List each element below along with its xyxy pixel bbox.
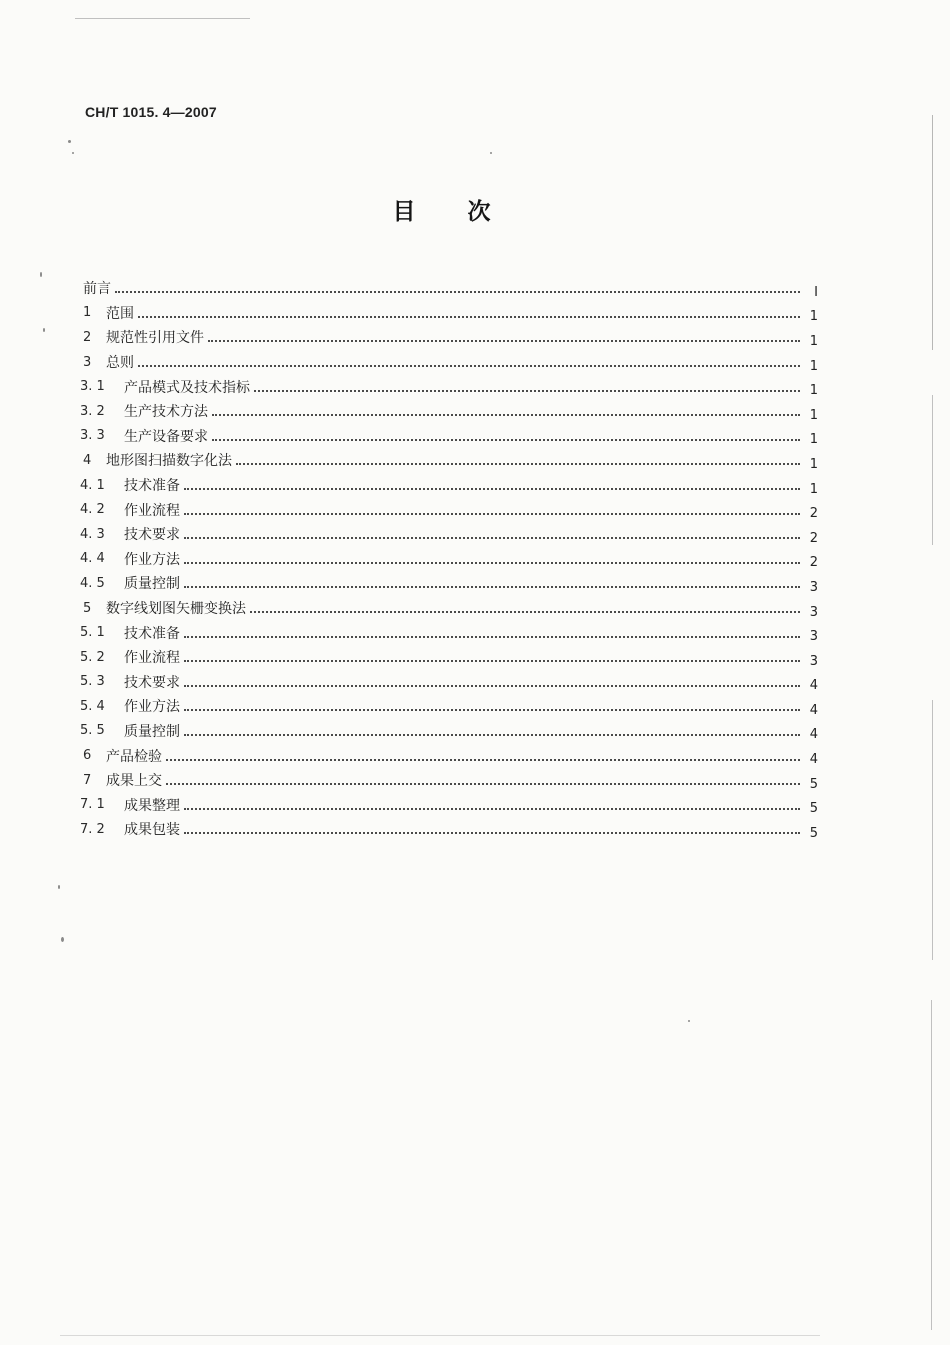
- toc-entry-page: 1: [809, 358, 818, 374]
- toc-entry-page: 2: [809, 530, 818, 546]
- toc-entry[interactable]: [80, 596, 818, 621]
- toc-entry-label: 作业方法: [124, 699, 180, 716]
- toc-entry[interactable]: [80, 768, 818, 793]
- toc-entry-label: 技术要求: [124, 674, 180, 691]
- toc-entry-label: 作业流程: [124, 650, 180, 667]
- toc-entry-label: 产品检验: [106, 748, 162, 765]
- toc-entry-page: 1: [809, 407, 818, 423]
- toc-entry-label: 质量控制: [124, 576, 180, 593]
- toc-entry-page: 3: [809, 604, 818, 620]
- toc-entry[interactable]: [80, 399, 818, 424]
- toc-dot-leader: [212, 439, 800, 441]
- scan-speck: [43, 328, 45, 332]
- toc-entry-number: 7. 2: [80, 821, 105, 837]
- scan-speck: [68, 140, 71, 143]
- toc-entry-page: 2: [809, 506, 818, 522]
- toc-entry-page: 3: [809, 653, 818, 669]
- toc-entry-number: 4. 2: [80, 502, 105, 518]
- toc-entry[interactable]: [80, 301, 818, 326]
- toc-entry[interactable]: [80, 719, 818, 744]
- toc-entry-label: 质量控制: [124, 723, 180, 740]
- toc-entry-label: 技术准备: [124, 478, 180, 495]
- toc-entry[interactable]: [80, 350, 818, 375]
- toc-dot-leader: [184, 709, 800, 711]
- toc-entry[interactable]: [80, 547, 818, 572]
- toc-entry-page: 5: [809, 801, 818, 817]
- scan-edge-right-1: [932, 115, 933, 350]
- toc-entry-label: 范围: [106, 305, 134, 322]
- toc-entry-number: 4. 3: [80, 526, 105, 542]
- toc-dot-leader: [184, 808, 800, 810]
- toc-entry[interactable]: [80, 448, 818, 473]
- scan-edge-right-3: [932, 700, 933, 960]
- toc-entry-number: 3. 1: [80, 379, 105, 395]
- toc-entry-label: 成果包装: [124, 822, 180, 839]
- toc-entry-page: 2: [809, 555, 818, 571]
- toc-entry-label: 作业流程: [124, 502, 180, 519]
- toc-entry-page: 1: [809, 456, 818, 472]
- toc-entry[interactable]: [80, 276, 818, 301]
- toc-entry[interactable]: [80, 620, 818, 645]
- toc-dot-leader: [184, 660, 800, 662]
- toc-entry[interactable]: [80, 670, 818, 695]
- toc-entry-number: 4. 1: [80, 477, 105, 493]
- toc-dot-leader: [184, 734, 800, 736]
- toc-entry-page: 4: [809, 678, 818, 694]
- toc-entry-number: 5: [83, 600, 92, 616]
- toc-entry-page: 4: [809, 727, 818, 743]
- toc-entry-number: 4. 5: [80, 575, 105, 591]
- toc-entry-label: 前言: [83, 281, 111, 298]
- toc-entry[interactable]: [80, 424, 818, 449]
- toc-entry-label: 总则: [106, 355, 134, 372]
- toc-dot-leader: [166, 783, 800, 785]
- toc-entry-label: 数字线划图矢栅变换法: [106, 601, 246, 618]
- toc-entry-number: 5. 1: [80, 625, 105, 641]
- toc-dot-leader: [208, 340, 800, 342]
- toc-entry-label: 地形图扫描数字化法: [106, 453, 232, 470]
- toc-entry-number: 3. 3: [80, 428, 105, 444]
- toc-entry-number: 4: [83, 452, 92, 468]
- scan-speck: [688, 1020, 690, 1022]
- toc-entry[interactable]: [80, 522, 818, 547]
- toc-entry-number: 6: [83, 748, 92, 764]
- scan-edge-top: [75, 18, 250, 19]
- toc-entry-page: 1: [809, 383, 818, 399]
- toc-entry[interactable]: [80, 497, 818, 522]
- toc-entry[interactable]: [80, 694, 818, 719]
- toc-entry-label: 成果上交: [106, 773, 162, 790]
- toc-entry-number: 3. 2: [80, 403, 105, 419]
- toc-entry[interactable]: [80, 374, 818, 399]
- toc-dot-leader: [138, 316, 800, 318]
- toc-dot-leader: [184, 685, 800, 687]
- toc-entry-label: 技术准备: [124, 625, 180, 642]
- toc-entry-number: 1: [83, 305, 92, 321]
- toc-dot-leader: [184, 832, 800, 834]
- toc-entry-page: 3: [809, 579, 818, 595]
- toc-list: [80, 276, 818, 842]
- toc-entry-label: 成果整理: [124, 797, 180, 814]
- toc-entry-page: 1: [809, 333, 818, 349]
- toc-dot-leader: [115, 291, 800, 293]
- toc-entry-page: 4: [809, 702, 818, 718]
- toc-dot-leader: [166, 759, 800, 761]
- document-code: CH/T 1015. 4—2007: [85, 104, 217, 120]
- toc-entry-page: 3: [809, 629, 818, 645]
- scan-speck: [490, 152, 492, 154]
- toc-dot-leader: [184, 586, 800, 588]
- toc-dot-leader: [184, 562, 800, 564]
- toc-entry-label: 技术要求: [124, 527, 180, 544]
- toc-entry-page: 1: [809, 481, 818, 497]
- scan-speck: [40, 272, 42, 277]
- scan-speck: [61, 937, 64, 942]
- toc-entry-number: 5. 2: [80, 649, 105, 665]
- toc-entry-label: 规范性引用文件: [106, 330, 204, 347]
- toc-entry-label: 产品模式及技术指标: [124, 379, 250, 396]
- toc-entry[interactable]: [80, 571, 818, 596]
- scan-edge-right-2: [932, 395, 933, 545]
- toc-entry[interactable]: [80, 645, 818, 670]
- toc-dot-leader: [184, 636, 800, 638]
- toc-entry-label: 生产设备要求: [124, 428, 208, 445]
- toc-entry-page: 1: [809, 432, 818, 448]
- toc-entry-number: 5. 4: [80, 698, 105, 714]
- toc-dot-leader: [212, 414, 800, 416]
- toc-dot-leader: [184, 488, 800, 490]
- toc-entry[interactable]: [80, 473, 818, 498]
- scan-speck: [58, 885, 60, 889]
- scan-edge-right-4: [931, 1000, 932, 1330]
- toc-entry-page: 5: [809, 825, 818, 841]
- toc-entry-page: 4: [809, 752, 818, 768]
- toc-title: 目 次: [392, 198, 513, 225]
- toc-entry[interactable]: [80, 817, 818, 842]
- toc-dot-leader: [254, 390, 800, 392]
- scan-edge-bottom: [60, 1335, 820, 1336]
- toc-entry-page: 1: [809, 309, 818, 325]
- toc-entry-number: 4. 4: [80, 551, 105, 567]
- toc-dot-leader: [236, 463, 800, 465]
- toc-entry-number: 2: [83, 329, 92, 345]
- toc-entry-number: 5. 3: [80, 674, 105, 690]
- scan-speck: [72, 152, 74, 154]
- toc-entry[interactable]: [80, 325, 818, 350]
- toc-entry-number: 7: [83, 772, 92, 788]
- toc-dot-leader: [138, 365, 800, 367]
- toc-entry-page: I: [814, 284, 818, 300]
- toc-dot-leader: [184, 537, 800, 539]
- toc-entry[interactable]: [80, 792, 818, 817]
- toc-entry-label: 作业方法: [124, 551, 180, 568]
- toc-entry-number: 5. 5: [80, 723, 105, 739]
- toc-entry-page: 5: [809, 776, 818, 792]
- toc-dot-leader: [184, 513, 800, 515]
- toc-dot-leader: [250, 611, 800, 613]
- toc-entry-number: 7. 1: [80, 797, 105, 813]
- toc-entry[interactable]: [80, 743, 818, 768]
- toc-entry-number: 3: [83, 354, 92, 370]
- toc-entry-label: 生产技术方法: [124, 404, 208, 421]
